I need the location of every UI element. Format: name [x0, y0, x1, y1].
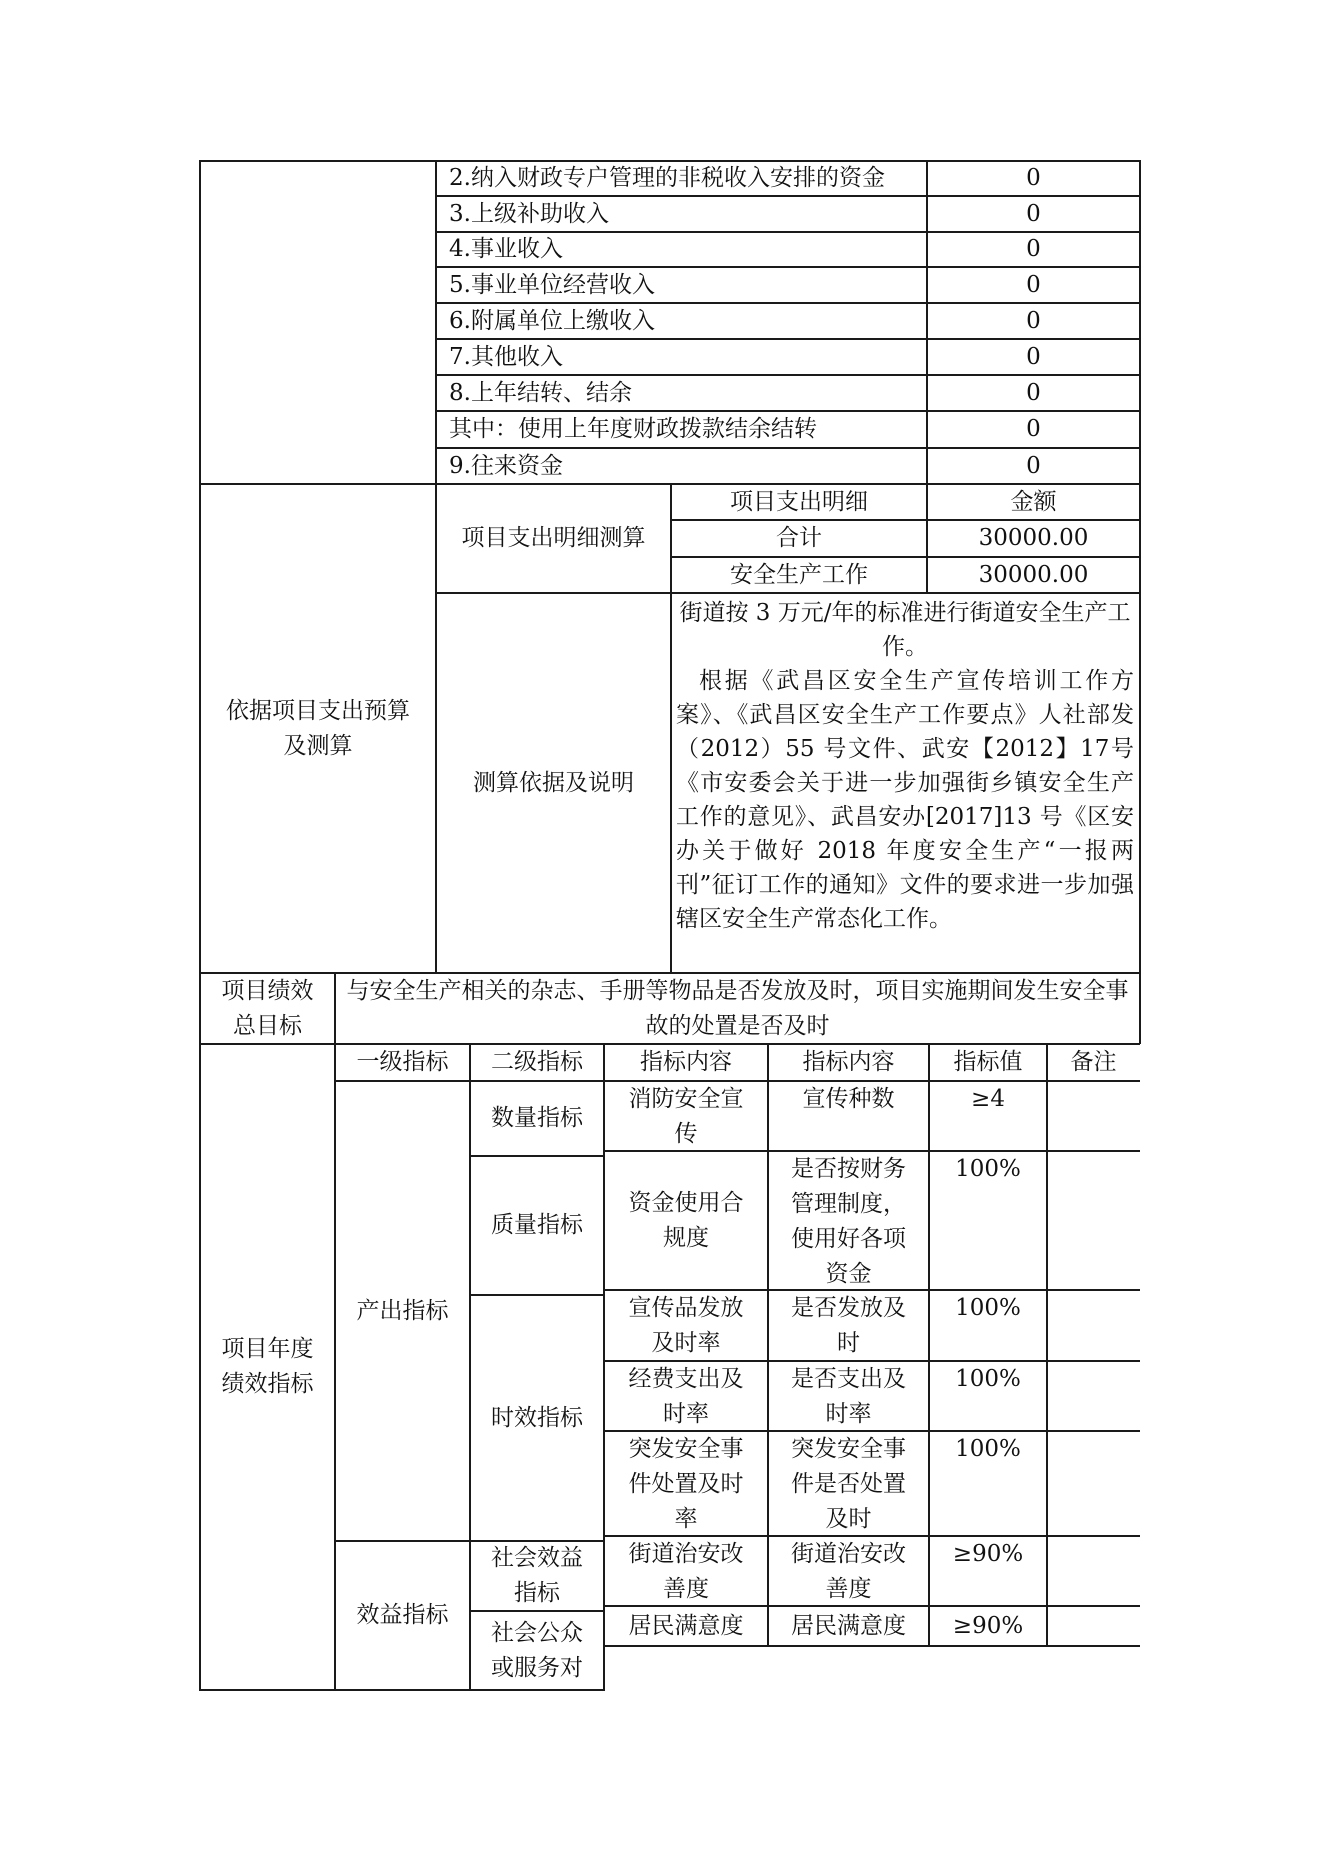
indicator-content: 宣传品发放及时率 — [628, 1295, 744, 1356]
basis-paragraph: 街道按 3 万元/年的标准进行街道安全生产工作。 — [679, 600, 1131, 660]
funding-label: 9.往来资金 — [449, 452, 563, 479]
item-label: 安全生产工作 — [730, 561, 868, 588]
header-level1: 一级指标 — [356, 1049, 449, 1075]
funding-value: 0 — [1026, 271, 1041, 298]
header-content1: 指标内容 — [640, 1049, 732, 1075]
indicator-detail: 居民满意度 — [791, 1612, 906, 1639]
total-label: 合计 — [776, 525, 822, 551]
indicator-detail: 宣传种数 — [802, 1086, 895, 1112]
indicator-content: 经费支出及时率 — [628, 1366, 744, 1427]
total-value: 30000.00 — [978, 525, 1089, 551]
social-benefit-label: 社会效益指标 — [491, 1545, 583, 1606]
header-value: 指标值 — [953, 1049, 1023, 1075]
indicators-section-label: 项目年度绩效指标 — [221, 1336, 314, 1397]
funding-value: 0 — [1026, 416, 1041, 442]
indicator-value: ≥90% — [952, 1612, 1024, 1639]
indicator-detail: 街道治安改善度 — [791, 1541, 906, 1602]
funding-label: 8.上年结转、结余 — [449, 379, 632, 406]
indicator-content: 消防安全宣传 — [628, 1086, 744, 1147]
basis-label: 测算依据及说明 — [473, 769, 634, 796]
goal-text: 与安全生产相关的杂志、手册等物品是否发放及时，项目实施期间发生安全事故的处置是否及时 — [346, 977, 1129, 1039]
quality-indicator-label: 质量指标 — [491, 1212, 583, 1238]
indicator-value: 100% — [955, 1366, 1021, 1392]
indicator-value: ≥4 — [971, 1086, 1005, 1112]
budget-section-label: 依据项目支出预算及测算 — [226, 697, 410, 759]
col-amount-header: 金额 — [1010, 488, 1057, 515]
indicator-detail: 突发安全事件是否处置及时 — [791, 1436, 906, 1532]
indicator-value: 100% — [955, 1156, 1021, 1182]
indicator-detail: 是否发放及时 — [791, 1295, 906, 1356]
indicator-content: 突发安全事件处置及时率 — [628, 1436, 744, 1532]
funding-label: 4.事业收入 — [449, 236, 563, 262]
indicator-content: 资金使用合规度 — [628, 1189, 744, 1251]
funding-label: 2.纳入财政专户管理的非税收入安排的资金 — [449, 165, 885, 191]
header-note: 备注 — [1070, 1049, 1117, 1075]
funding-label: 7.其他收入 — [449, 343, 563, 370]
funding-value: 0 — [1026, 200, 1041, 227]
indicator-detail: 是否按财务管理制度，使用好各项资金 — [791, 1156, 906, 1287]
detail-calc-label: 项目支出明细测算 — [461, 525, 646, 551]
indicator-value: 100% — [955, 1436, 1021, 1462]
item-value: 30000.00 — [978, 561, 1089, 588]
header-content2: 指标内容 — [802, 1049, 895, 1075]
output-indicator-label: 产出指标 — [356, 1297, 449, 1324]
header-level2: 二级指标 — [491, 1049, 583, 1075]
funding-value: 0 — [1026, 165, 1041, 191]
basis-paragraph: 根据《武昌区安全生产宣传培训工作方案》、《武昌区安全生产工作要点》人社部发（2012）55 号文件、武安【2012】17号《市安委会关于进一步加强街乡镇安全生产工作的意见》、武昌安办[2017]13 号《区安办关于做好 2018 年度安全生产“一报两刊”征订工作的通知》文件的要求进一步加强辖区安全生产常态化工作。 — [676, 668, 1134, 932]
benefit-indicator-label: 效益指标 — [356, 1602, 449, 1628]
goal-label: 项目绩效总目标 — [221, 977, 314, 1039]
col-detail-header: 项目支出明细 — [730, 488, 868, 515]
funding-label: 3.上级补助收入 — [449, 200, 609, 227]
funding-label: 5.事业单位经营收入 — [449, 271, 655, 298]
quantity-indicator-label: 数量指标 — [491, 1105, 583, 1131]
indicator-value: 100% — [955, 1295, 1021, 1321]
indicator-detail: 是否支出及时率 — [791, 1366, 906, 1427]
indicator-content: 街道治安改善度 — [628, 1541, 744, 1602]
funding-value: 0 — [1026, 236, 1041, 262]
funding-value: 0 — [1026, 343, 1041, 370]
indicator-value: ≥90% — [952, 1541, 1024, 1567]
basis-text — [676, 596, 1134, 936]
public-service-label: 社会公众或服务对 — [491, 1619, 583, 1681]
funding-value: 0 — [1026, 452, 1041, 479]
funding-value: 0 — [1026, 379, 1041, 406]
funding-value: 0 — [1026, 307, 1041, 334]
timeliness-indicator-label: 时效指标 — [491, 1404, 583, 1431]
funding-label: 其中：使用上年度财政拨款结余结转 — [449, 416, 817, 442]
indicator-content: 居民满意度 — [628, 1612, 744, 1639]
funding-label: 6.附属单位上缴收入 — [449, 307, 655, 334]
